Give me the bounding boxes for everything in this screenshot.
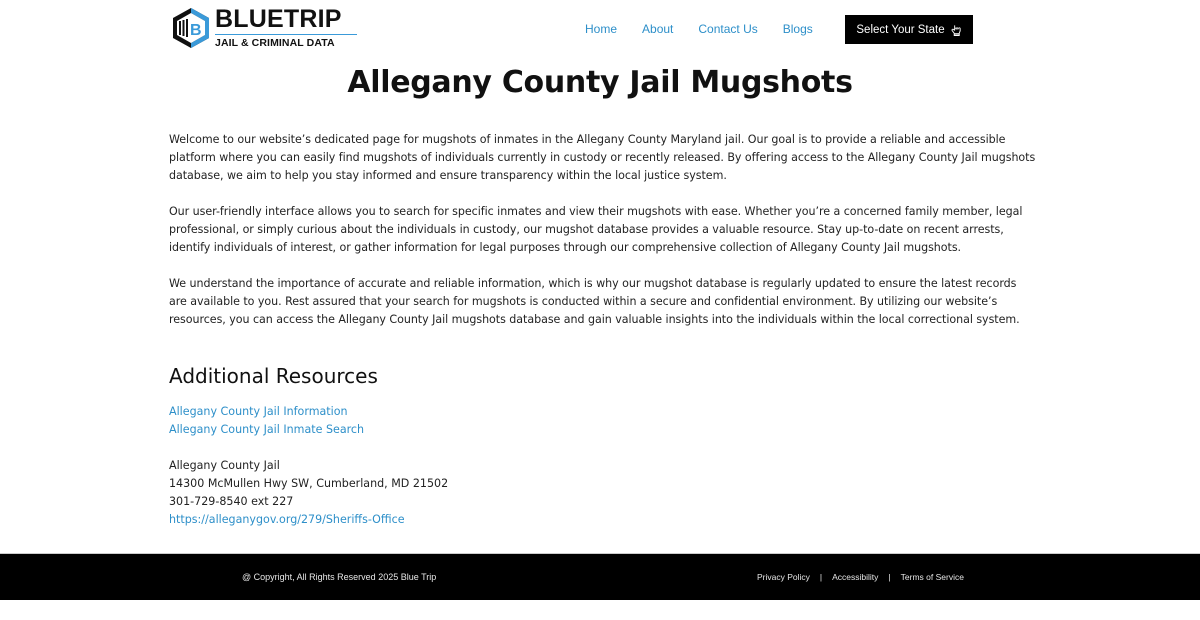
site-footer: [0, 553, 1200, 600]
accessibility-link[interactable]: Accessibility: [832, 572, 879, 582]
footer-separator: |: [819, 572, 823, 582]
select-state-label: Select Your State: [856, 23, 945, 36]
nav-about[interactable]: About: [642, 22, 674, 36]
terms-of-service-link[interactable]: Terms of Service: [900, 572, 964, 582]
accuracy-paragraph: We understand the importance of accurate and reliable information, which is why our mugshot database is regularly updated to ensure the latest records are available to you. Rest assured that your search for mugshots is conducted within a secure and confidential environment. By utilizing our website’s resources, you can access the Allegany County Jail mugshots database and gain valuable insights into the individuals within the local correctional system.: [169, 277, 1020, 326]
nav-blogs[interactable]: Blogs: [782, 22, 813, 36]
jail-address: 14300 McMullen Hwy SW, Cumberland, MD 21502: [169, 477, 449, 490]
privacy-policy-link[interactable]: Privacy Policy: [757, 572, 810, 582]
copyright-text: @ Copyright, All Rights Reserved 2025 Blue Trip: [242, 572, 437, 582]
nav-home[interactable]: Home: [585, 22, 618, 36]
sheriff-office-link[interactable]: https://alleganygov.org/279/Sheriffs-Office: [169, 513, 405, 526]
resources-heading: Additional Resources: [169, 364, 378, 388]
footer-links: [757, 571, 964, 583]
logo-text: [215, 7, 357, 49]
intro-paragraph: Welcome to our website’s dedicated page for mugshots of inmates in the Allegany County Maryland jail. Our goal is to provide a reliable and accessible platform where you can easily find mugshots of individuals currently in custody or recently released. By offering access to the Allegany County Jail mugshots database, we aim to help you stay informed and ensure transparency within the local justice system.: [169, 133, 1036, 182]
bluetrip-logo-icon: [170, 7, 212, 49]
resource-links: [169, 403, 364, 439]
footer-separator: |: [888, 572, 891, 582]
jail-contact-info: [169, 457, 448, 529]
main-nav: [585, 22, 838, 36]
intro-content: [169, 131, 1037, 347]
svg-text:B: B: [190, 22, 202, 39]
nav-contact-us[interactable]: Contact Us: [698, 22, 758, 36]
jail-name: Allegany County Jail: [169, 459, 280, 472]
logo-tagline: JAIL & CRIMINAL DATA: [215, 37, 335, 49]
logo-brand: BLUETRIP: [215, 5, 342, 33]
logo-divider: [215, 34, 357, 35]
page-title: Allegany County Jail Mugshots: [347, 65, 853, 100]
site-logo[interactable]: [170, 7, 357, 49]
interface-paragraph: Our user-friendly interface allows you to search for specific inmates and view their mugshots with ease. Whether you’re a concerned family member, legal professional, or simply curious about the individuals in custody, our mugshot database provides a valuable resource. Stay up-to-date on recent arrests, identify individuals of interest, or gather information for legal purposes through our comprehensive collection of Allegany County Jail mugshots.: [169, 205, 1023, 254]
select-state-button[interactable]: [845, 15, 973, 44]
site-header: [0, 0, 1200, 60]
pointer-hand-icon: [951, 24, 962, 36]
inmate-search-link[interactable]: Allegany County Jail Inmate Search: [169, 423, 365, 436]
jail-information-link[interactable]: Allegany County Jail Information: [169, 405, 348, 418]
jail-phone: 301-729-8540 ext 227: [169, 495, 294, 508]
